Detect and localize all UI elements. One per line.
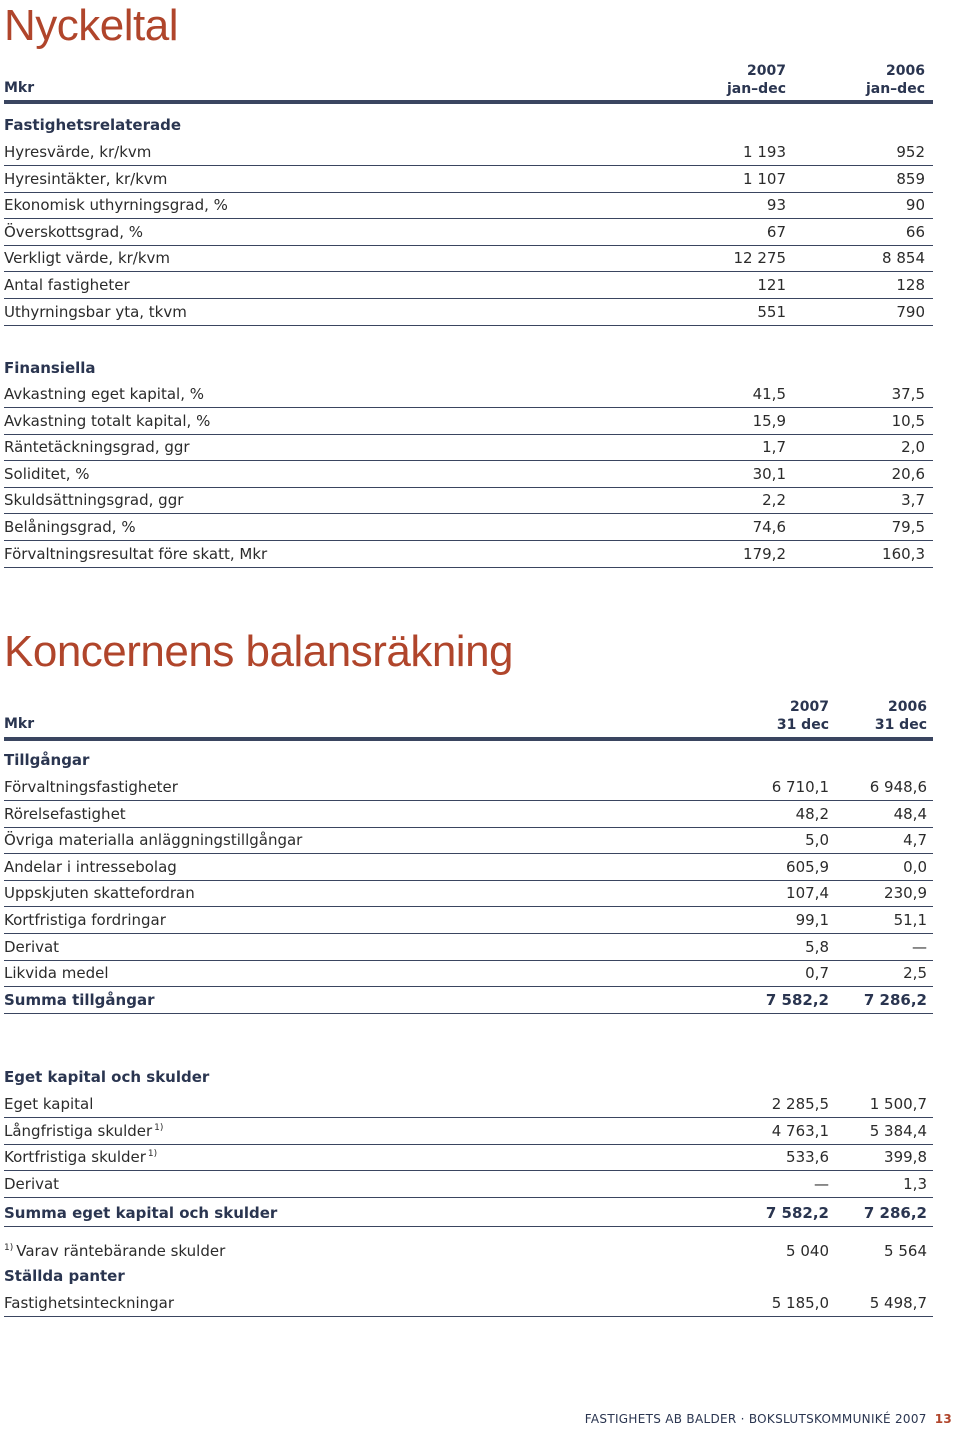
- value-2006: 79,5: [891, 518, 925, 536]
- nyckeltal-header: [4, 54, 933, 98]
- table-row: [4, 961, 933, 987]
- row-label: Övriga materialla anläggningstillgångar: [4, 831, 303, 850]
- section-heading-eget-kapital: Eget kapital och skulder: [4, 1068, 210, 1086]
- value-2006: 0,0: [903, 857, 927, 876]
- section-heading-tillgangar: Tillgångar: [4, 751, 90, 769]
- row-label: Antal fastigheter: [4, 276, 130, 294]
- table-row: [4, 140, 933, 166]
- value-2007: 0,7: [805, 964, 829, 983]
- varav-row: $^{1)}$ Varav räntebärande skulder 5 040 5 564: [4, 1242, 927, 1260]
- table-row: [4, 515, 933, 541]
- value-2007: 1 193: [743, 143, 786, 161]
- value-2007: 121: [757, 276, 786, 294]
- table-row: [4, 273, 933, 299]
- value-2007: 179,2: [743, 544, 786, 563]
- value-2007: —: [814, 1174, 829, 1193]
- row-label: Förvaltningsresultat före skatt, Mkr: [4, 544, 268, 563]
- table-row: [4, 167, 933, 193]
- header-rule: [4, 737, 933, 741]
- value-2006: 160,3: [882, 544, 925, 563]
- value-2007: 12 275: [733, 249, 786, 268]
- value-2006: 3,7: [901, 491, 925, 510]
- value-2007: 6 710,1: [771, 778, 829, 796]
- row-label: Kortfristiga skulder $^{1)}$: [4, 1148, 158, 1167]
- table-row: [4, 1145, 933, 1171]
- table-row: [4, 462, 933, 488]
- value-2006: 8 854: [882, 249, 925, 268]
- table-row: [4, 828, 933, 854]
- page-footer: FASTIGHETS AB BALDER · BOKSLUTSKOMMUNIKÉ 2007 13: [584, 1412, 952, 1426]
- value-2007: 67: [766, 222, 786, 241]
- table-row: [4, 435, 933, 461]
- table-row: [4, 1119, 933, 1145]
- value-2007: 533,6: [786, 1148, 829, 1167]
- row-label: Andelar i intressebolag: [4, 857, 177, 876]
- value-2007: 93: [766, 196, 786, 215]
- row-label: Uthyrningsbar yta, tkvm: [4, 302, 187, 321]
- value-2006: 1,3: [903, 1174, 927, 1193]
- value-2006: 20,6: [891, 464, 925, 483]
- value-2006: 10,5: [891, 411, 925, 430]
- value-2006: 5 384,4: [869, 1121, 927, 1140]
- value-2006: 4,7: [903, 831, 927, 850]
- page-number: 13: [934, 1412, 952, 1426]
- value-2007: 2,2: [762, 491, 786, 510]
- row-label: Skuldsättningsgrad, ggr: [4, 491, 184, 510]
- table-row: [4, 488, 933, 514]
- value-2006: 90: [905, 196, 925, 215]
- column-header-2006: 2006 31 dec: [874, 699, 927, 733]
- table-row: [4, 193, 933, 219]
- footnote-marker: 1): [147, 1149, 158, 1160]
- table-row: [4, 881, 933, 907]
- row-label: Derivat: [4, 1174, 60, 1193]
- value-2006: 859: [896, 169, 925, 188]
- value-2007: 5,8: [805, 937, 829, 956]
- value-2006: 66: [905, 222, 925, 241]
- column-header-2007: 2007 jan–dec: [726, 63, 786, 97]
- table-row: [4, 409, 933, 435]
- value-2006: 51,1: [893, 911, 927, 929]
- value-2007: 551: [757, 302, 786, 321]
- value-2007: 30,1: [752, 464, 786, 483]
- value-2006: 230,9: [884, 884, 927, 903]
- row-label: Långfristiga skulder $^{1)}$: [4, 1121, 164, 1140]
- value-2006: 1 500,7: [869, 1095, 927, 1113]
- value-2006: 399,8: [884, 1148, 927, 1167]
- row-label: Ekonomisk uthyrningsgrad, %: [4, 196, 228, 215]
- value-2007: 1,7: [762, 438, 786, 457]
- value-2007: 1 107: [743, 169, 786, 188]
- value-2007: 99,1: [795, 911, 829, 929]
- row-label: Eget kapital: [4, 1095, 94, 1113]
- table-row: [4, 802, 933, 828]
- nyckeltal-title: Nyckeltal: [4, 1, 178, 50]
- row-label: Överskottsgrad, %: [4, 222, 143, 241]
- fastighetsinteckningar-row: Fastighetsinteckningar 5 185,0 5 498,7: [4, 1291, 933, 1317]
- section-heading-stallda-panter: Ställda panter: [4, 1267, 125, 1285]
- summa-eget-kapital-row: Summa eget kapital och skulder 7 582,2 7 286,2: [4, 1201, 933, 1227]
- value-2006: —: [912, 937, 927, 956]
- value-2007: 4 763,1: [771, 1121, 829, 1140]
- row-label: Hyresvärde, kr/kvm: [4, 143, 152, 161]
- table-row: [4, 855, 933, 881]
- table-row: [4, 542, 933, 568]
- value-2007: 605,9: [786, 857, 829, 876]
- column-header-2006: 2006 jan–dec: [865, 63, 925, 97]
- row-label: Kortfristiga fordringar: [4, 911, 166, 929]
- value-2007: 107,4: [786, 884, 829, 903]
- value-2007: 48,2: [795, 804, 829, 823]
- table-row: [4, 220, 933, 246]
- balans-header: [4, 690, 933, 734]
- unit-label: Mkr: [4, 80, 35, 96]
- value-2006: 6 948,6: [869, 778, 927, 796]
- value-2007: 74,6: [752, 518, 786, 536]
- row-label: Förvaltningsfastigheter: [4, 778, 178, 796]
- table-row: [4, 1092, 933, 1118]
- table-row: [4, 1172, 933, 1198]
- row-label: Soliditet, %: [4, 464, 90, 483]
- row-label: Belåningsgrad, %: [4, 518, 136, 536]
- table-row: [4, 935, 933, 961]
- header-rule: [4, 100, 933, 104]
- row-label: Verkligt värde, kr/kvm: [4, 249, 171, 268]
- table-row: [4, 775, 933, 801]
- value-2006: 2,0: [901, 438, 925, 457]
- summa-tillgangar-row: Summa tillgångar 7 582,2 7 286,2: [4, 988, 933, 1014]
- unit-label: Mkr: [4, 716, 35, 732]
- section-heading-fastighetsrelaterade: Fastighetsrelaterade: [4, 116, 182, 134]
- value-2006: 128: [896, 276, 925, 294]
- value-2006: 48,4: [893, 804, 927, 823]
- footnote-marker: 1): [4, 1243, 14, 1253]
- table-row: [4, 908, 933, 934]
- row-label: Avkastning totalt kapital, %: [4, 411, 211, 430]
- section-heading-finansiella: Finansiella: [4, 359, 96, 377]
- row-label: Räntetäckningsgrad, ggr: [4, 438, 190, 457]
- table-row: [4, 300, 933, 326]
- value-2007: 5,0: [805, 831, 829, 850]
- value-2006: 952: [896, 143, 925, 161]
- row-label: Likvida medel: [4, 964, 109, 983]
- table-row: [4, 246, 933, 272]
- table-row: [4, 382, 933, 408]
- value-2006: 37,5: [891, 385, 925, 403]
- row-label: Rörelsefastighet: [4, 804, 126, 823]
- row-label: Hyresintäkter, kr/kvm: [4, 169, 168, 188]
- column-header-2007: 2007 31 dec: [776, 699, 829, 733]
- row-label: Uppskjuten skattefordran: [4, 884, 195, 903]
- row-label: Avkastning eget kapital, %: [4, 385, 205, 403]
- value-2007: 41,5: [752, 385, 786, 403]
- value-2006: 2,5: [903, 964, 927, 983]
- footnote-marker: 1): [154, 1122, 164, 1133]
- value-2006: 790: [896, 302, 925, 321]
- value-2007: 15,9: [752, 411, 786, 430]
- value-2007: 2 285,5: [771, 1095, 829, 1113]
- row-label: Derivat: [4, 937, 60, 956]
- balans-title: Koncernens balansräkning: [4, 627, 514, 676]
